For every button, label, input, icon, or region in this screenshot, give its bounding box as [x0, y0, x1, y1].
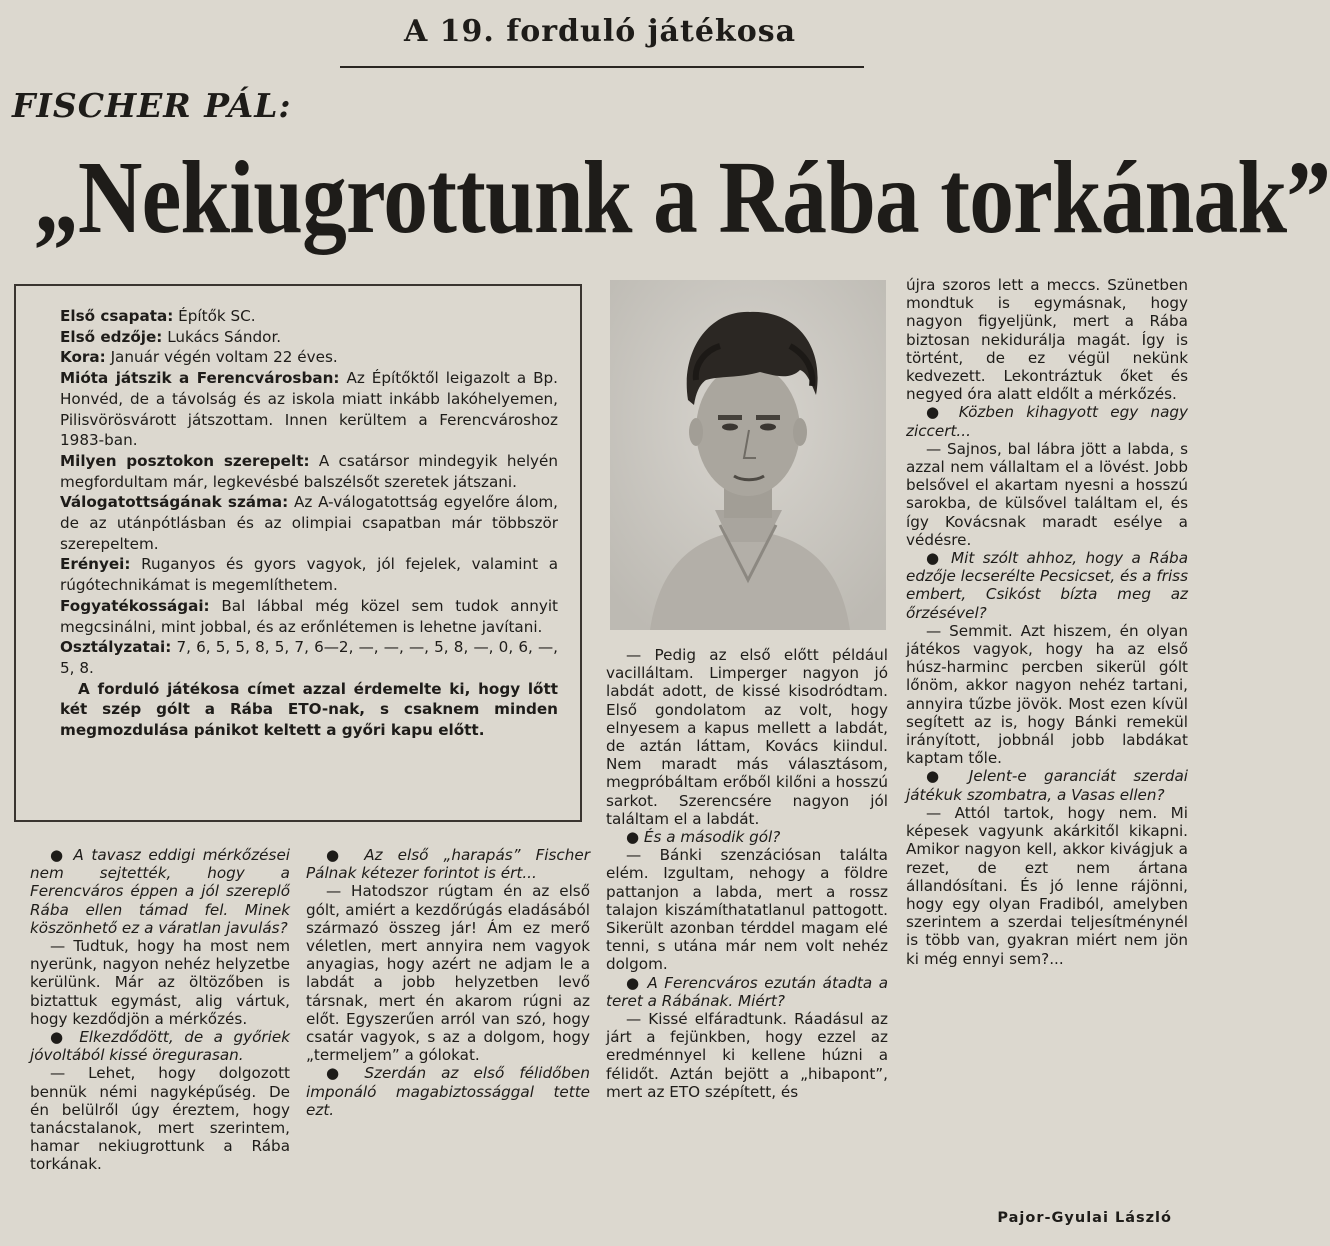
info-value: Ruganyos és gyors vagyok, jól fejelek, valamint a rúgótechnikámat is megemlíthetem.: [60, 555, 558, 595]
info-label: Első csapata:: [60, 307, 174, 325]
author-signature: Pajor-Gyulai László: [997, 1210, 1172, 1226]
interview-question: [906, 549, 1188, 622]
info-label: Kora:: [60, 348, 106, 367]
info-value: Az A-válogatottság egyelőre álom, de az utánpótlásban és az olimpiai csapatban már többször szerepeltem.: [60, 493, 558, 553]
paragraph-text: — Pedig az első előtt például vacilláltam. Limperger nagyon jó labdát adott, de kissé kisodródtam. Első gondolatom az volt, hogy elnyesem a kapus mellett a labdát, de aztán láttam, Kovács kiindul. Nem maradt más választásom, megpróbáltam erőből kilőni a hosszú sarkot. Szerencsére nagyon jól találtam el a labdát.: [606, 646, 888, 828]
article-column-2: [306, 846, 590, 1119]
info-line: [60, 306, 558, 327]
info-line: [60, 596, 558, 637]
info-lines: [60, 306, 558, 679]
kicker-divider: [340, 66, 864, 68]
info-line: [60, 637, 558, 678]
interview-question: [606, 828, 888, 846]
info-line: [60, 368, 558, 451]
interview-question: [906, 403, 1188, 439]
bullet-icon: ●: [50, 846, 74, 864]
paragraph-text: — Tudtuk, hogy ha most nem nyerünk, nagyon nehéz helyzetbe kerülünk. Már az öltözőben is biztattuk egymást, alig vártuk, hogy kezdődjön a mérkőzés.: [30, 937, 290, 1028]
paragraph-text: — Sajnos, bal lábra jött a labda, s azzal nem vállaltam el a lövést. Jobb belsővel el akartam nyesni a hosszú sarokba, de külsővel találtam el, és így Kovácsnak maradt esélye a védésre.: [906, 439, 1188, 549]
interview-question: [906, 767, 1188, 803]
bullet-icon: ●: [626, 828, 644, 847]
bullet-icon: ●: [50, 1028, 80, 1047]
interview-question: [30, 846, 290, 937]
info-label: Fogyatékosságai:: [60, 596, 210, 615]
paragraph-text: És a második gól?: [643, 828, 781, 847]
article-column-4: [906, 276, 1188, 968]
interview-answer: [606, 646, 888, 828]
paragraph-text: A tavasz eddigi mérkőzései nem sejtették, hogy a Ferencváros éppen a jól szereplő Rába ellen támad fel. Minek köszönhető ez a váratlan javulás?: [30, 846, 291, 937]
paragraph-text: A Ferencváros ezután átadta a teret a Rábának. Miért?: [606, 973, 888, 1010]
info-value: Építők SC.: [173, 307, 256, 325]
article-column-3: [606, 646, 888, 1101]
info-value: Lukács Sándor.: [162, 327, 282, 346]
paragraph-text: — Semmit. Azt hiszem, én olyan játékos vagyok, hogy ha az első húsz-harminc percben sikerül gólt lőnöm, akkor nagyon nehéz tartani, annyira tűzbe jövök. Most ezen kívül segített az is, hogy Bánki remekül irányított, jobbnál jobb labdákat kaptam tőle.: [906, 621, 1188, 768]
interview-answer: [30, 1064, 290, 1173]
paragraph-text: — Kissé elfáradtunk. Ráadásul az járt a fejünkben, hogy ezzel az eredménnyel ki kellene húzni a félidőt. Aztán bejött a „hibapont”, mert az ETO szépített, és: [606, 1010, 888, 1101]
interview-question: [306, 1064, 590, 1119]
paragraph-text: újra szoros lett a meccs. Szünetben mondtuk is egymásnak, hogy nagyon figyeljünk, mert a Rába biztosan nekidurálja magát. Így is történt, de ez végül nekünk kedvezett. Lekontráztuk őket és negyed óra alatt eldőlt a mérkőzés.: [906, 276, 1188, 404]
info-value: Január végén voltam 22 éves.: [105, 348, 338, 367]
info-value: Az Építőktől leigazolt a Bp. Honvéd, de a távolság és az iskola miatt inkább lakóhelyemen, Pilisvörösvárott játszottam. Innen kerültem a Ferencvároshoz 1983-ban.: [60, 369, 559, 450]
section-kicker: A 19. forduló játékosa: [403, 14, 797, 49]
info-line: [60, 492, 558, 554]
player-photo: [610, 280, 886, 630]
paragraph-text: — Bánki szenzációsan találta elém. Izgultam, nehogy a földre pattanjon a labda, mert a rossz talajon kiszámíthatatlanul pattogott. Sikerült azonban térddel magam elé tenni, s utána már nem volt nehéz dolgom.: [606, 846, 888, 974]
interview-answer: [906, 804, 1188, 968]
headline: „Nekiugrottunk a Rába torkának”: [34, 140, 1330, 255]
info-value: 7, 6, 5, 5, 8, 5, 7, 6—2, —, —, —, 5, 8, —, 0, 6, —, 5, 8.: [60, 638, 558, 677]
bullet-icon: ●: [926, 549, 952, 568]
info-label: Osztályzatai:: [60, 638, 172, 657]
info-line: [60, 327, 558, 348]
paragraph-text: Jelent-e garanciát szerdai játékuk szombatra, a Vasas ellen?: [906, 767, 1188, 804]
interview-answer: [906, 276, 1188, 403]
info-label: Mióta játszik a Ferencvárosban:: [60, 369, 340, 388]
bullet-icon: ●: [326, 1064, 365, 1083]
paragraph-text: Elkezdődött, de a győriek jóvoltából kissé öregurasan.: [30, 1028, 291, 1065]
info-label: Erényei:: [60, 555, 131, 574]
bullet-icon: ●: [926, 403, 959, 422]
paragraph-text: Közben kihagyott egy nagy ziccert...: [906, 403, 1189, 440]
paragraph-text: Az első „harapás” Fischer Pálnak kétezer forintot is ért...: [306, 846, 590, 883]
info-label: Első edzője:: [60, 327, 163, 346]
interview-answer: [606, 846, 888, 973]
interview-question: [306, 846, 590, 882]
info-label: Válogatottságának száma:: [60, 493, 289, 512]
interview-answer: [906, 622, 1188, 768]
paragraph-text: Mit szólt ahhoz, hogy a Rába edzője lecserélte Pecsicset, és a friss embert, Csikóst bízta meg az őrzésével?: [906, 549, 1189, 622]
info-closing: A forduló játékosa címet azzal érdemelte ki, hogy lőtt két szép gólt a Rába ETO-nak, s csaknem minden megmozdulása pánikot keltett a győri kapu előtt.: [60, 679, 558, 740]
interview-answer: [30, 937, 290, 1028]
article-column-1: [30, 846, 290, 1174]
info-line: [60, 554, 558, 595]
player-portrait-image: [610, 280, 886, 630]
interview-answer: [606, 1010, 888, 1101]
bullet-icon: ●: [926, 767, 969, 786]
info-label: Milyen posztokon szerepelt:: [60, 451, 310, 470]
bullet-icon: ●: [626, 973, 648, 992]
paragraph-text: Szerdán az első félidőben imponáló magabiztossággal tette ezt.: [306, 1064, 590, 1119]
paragraph-text: — Lehet, hogy dolgozott bennük némi nagyképűség. De én belülről úgy éreztem, hogy tanácstalanok, mert szerintem, hamar nekiugrottunk a Rába torkának.: [30, 1064, 290, 1174]
info-value: A csatársor mindegyik helyén megfordultam már, legkevésbé balszélsőt szeretek játszani.: [60, 451, 558, 491]
interview-question: [30, 1028, 290, 1064]
interview-answer: [306, 882, 590, 1064]
info-line: [60, 451, 558, 492]
info-value: Bal lábbal még közel sem tudok annyit megcsinálni, mint jobbal, és az erőnlétemen is lehetne javítani.: [60, 596, 558, 636]
player-info-box: [14, 284, 582, 822]
bullet-icon: ●: [326, 846, 365, 864]
paragraph-text: — Attól tartok, hogy nem. Mi képesek vagyunk akárkitől kikapni. Amikor nagyon kell, akkor kivágjuk a rezet, de ezt nem ártana állandósítani. És jó lenne rájönni, hogy egy olyan Fradiból, amelyben szerintem a szerdai teljesítménynél is több van, gyakran miért nem jön ki még ennyi sem?...: [906, 803, 1188, 968]
paragraph-text: — Hatodszor rúgtam én az első gólt, amiért a kezdőrúgás eladásából származó összeg jár! Ám ez merő véletlen, mert annyira nem vagyok anyagias, hogy azért ne adjam le a labdát a jobb helyzetben levő társnak, mert én akarom rúgni az előt. Egyszerűen arról van szó, hogy csatár vagyok, s az a dolgom, hogy „termeljem” a gólokat.: [306, 882, 590, 1065]
info-line: [60, 347, 558, 368]
player-byline: FISCHER PÁL:: [12, 86, 292, 125]
interview-question: [606, 974, 888, 1010]
interview-answer: [906, 440, 1188, 549]
